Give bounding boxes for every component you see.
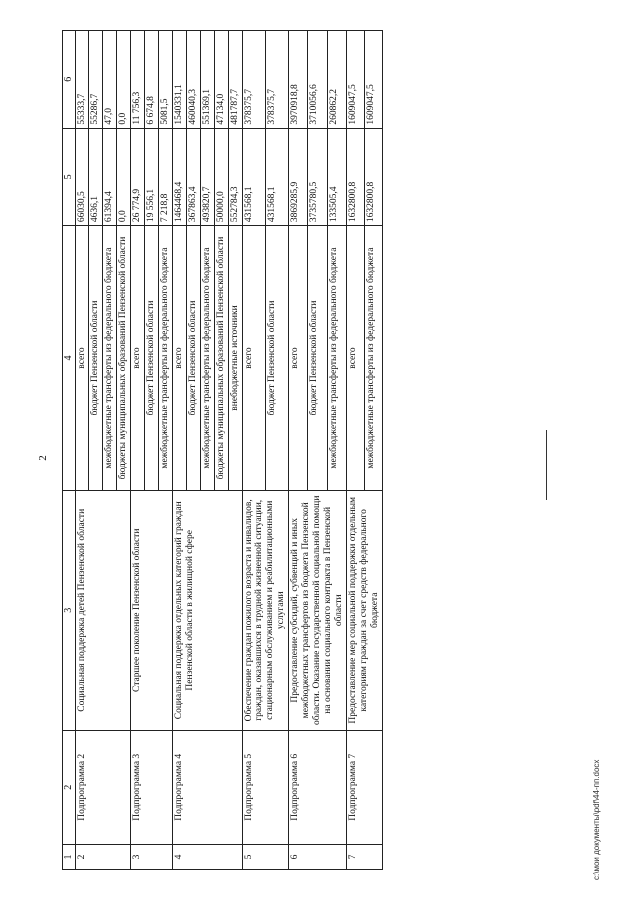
value-col6: 378375,7 [265, 31, 288, 129]
funding-source: межбюджетные трансферты из федерального бюджета [159, 226, 173, 491]
row-number: 3 [131, 844, 173, 869]
value-col6: 55333,7 [75, 31, 89, 129]
subprogram-title: Социальная поддержка отдельных категорий граждан Пензенской области в жилищной сфере [172, 490, 242, 730]
value-col6: 5081,5 [159, 31, 173, 129]
funding-source: бюджеты муниципальных образований Пензенской области [214, 226, 228, 491]
value-col6: 3970918,8 [289, 31, 308, 129]
value-col5: 431568,1 [265, 128, 288, 226]
value-col5: 3735780,5 [308, 128, 327, 226]
value-col5: 552784,3 [228, 128, 242, 226]
value-col6: 55286,7 [89, 31, 103, 129]
subprogram-title: Предоставление субсидий, субвенций и иных межбюджетных трансфертов из бюджета Пензенской области. Оказание государственной социальной помощи на основании социального контракта в Пензенской области [289, 490, 347, 730]
footer-file-path: c:\мои документы\pdf\44-пп.docx [592, 759, 601, 880]
header-cell: 5 [63, 128, 76, 226]
header-cell: 4 [63, 226, 76, 491]
value-col5: 431568,1 [242, 128, 265, 226]
subprogram-title: Социальная поддержка детей Пензенской области [75, 490, 131, 730]
value-col6: 1609047,5 [364, 31, 382, 129]
value-col5: 19 556,1 [145, 128, 159, 226]
row-number: 7 [346, 844, 382, 869]
table-row [242, 31, 265, 870]
value-col5: 493820,7 [200, 128, 214, 226]
value-col6: 1609047,5 [346, 31, 364, 129]
value-col5: 26 774,9 [131, 128, 145, 226]
header-cell: 2 [63, 730, 76, 844]
header-row [63, 31, 76, 870]
table-row [172, 31, 186, 870]
funding-source: всего [75, 226, 89, 491]
subprogram-title: Обеспечение граждан пожилого возраста и инвалидов, граждан, оказавшихся в трудной жизненной ситуации, стационарным обслуживанием и реабилитационными услугами [242, 490, 289, 730]
funding-source: бюджет Пензенской области [186, 226, 200, 491]
value-col6: 47134,0 [214, 31, 228, 129]
subprogram-name: Подпрограмма 7 [346, 730, 382, 844]
funding-source: бюджеты муниципальных образований Пензенской области [117, 226, 131, 491]
value-col6: 481787,7 [228, 31, 242, 129]
row-number: 6 [289, 844, 347, 869]
funding-source: всего [289, 226, 308, 491]
value-col5: 1632800,8 [346, 128, 364, 226]
subprogram-name: Подпрограмма 2 [75, 730, 131, 844]
page-number: 2 [36, 455, 49, 461]
value-col6: 378375,7 [242, 31, 265, 129]
value-col6: 460040,3 [186, 31, 200, 129]
funding-source: всего [346, 226, 364, 491]
value-col5: 66030,5 [75, 128, 89, 226]
table-row [289, 31, 308, 870]
value-col6: 3710056,6 [308, 31, 327, 129]
subprogram-name: Подпрограмма 4 [172, 730, 242, 844]
funding-source: бюджет Пензенской области [145, 226, 159, 491]
value-col6: 11 756,3 [131, 31, 145, 129]
value-col5: 367863,4 [186, 128, 200, 226]
budget-table-page [62, 30, 617, 870]
funding-source: межбюджетные трансферты из федерального бюджета [200, 226, 214, 491]
subprogram-title: Старшее поколение Пензенской области [131, 490, 173, 730]
table-row [75, 31, 89, 870]
row-number: 5 [242, 844, 289, 869]
subprogram-name: Подпрограмма 6 [289, 730, 347, 844]
funding-source: межбюджетные трансферты из федерального бюджета [364, 226, 382, 491]
header-cell: 1 [63, 844, 76, 869]
value-col5: 50000,0 [214, 128, 228, 226]
value-col6: 551369,1 [200, 31, 214, 129]
budget-table [62, 30, 383, 870]
subprogram-title: Предоставление мер социальной поддержки отдельным категориям граждан за счет средств федерального бюджета [346, 490, 382, 730]
value-col6: 6 674,8 [145, 31, 159, 129]
table-row [346, 31, 364, 870]
value-col5: 1632800,8 [364, 128, 382, 226]
header-cell: 6 [63, 31, 76, 129]
funding-source: бюджет Пензенской области [265, 226, 288, 491]
funding-source: внебюджетные источники [228, 226, 242, 491]
value-col5: 133505,4 [327, 128, 346, 226]
value-col5: 7 218,8 [159, 128, 173, 226]
funding-source: всего [172, 226, 186, 491]
value-col6: 47,0 [103, 31, 117, 129]
funding-source: межбюджетные трансферты из федерального бюджета [103, 226, 117, 491]
value-col6: 0,0 [117, 31, 131, 129]
value-col6: 260862,2 [327, 31, 346, 129]
value-col5: 3869285,9 [289, 128, 308, 226]
funding-source: всего [242, 226, 265, 491]
subprogram-name: Подпрограмма 5 [242, 730, 289, 844]
funding-source: бюджет Пензенской области [89, 226, 103, 491]
value-col5: 1464468,4 [172, 128, 186, 226]
value-col5: 0,0 [117, 128, 131, 226]
funding-source: всего [131, 226, 145, 491]
value-col6: 1540331,1 [172, 31, 186, 129]
row-number: 4 [172, 844, 242, 869]
value-col5: 4636,1 [89, 128, 103, 226]
table-row [131, 31, 145, 870]
subprogram-name: Подпрограмма 3 [131, 730, 173, 844]
funding-source: межбюджетные трансферты из федерального бюджета [327, 226, 346, 491]
value-col5: 61394,4 [103, 128, 117, 226]
row-number: 2 [75, 844, 131, 869]
header-cell: 3 [63, 490, 76, 730]
funding-source: бюджет Пензенской области [308, 226, 327, 491]
